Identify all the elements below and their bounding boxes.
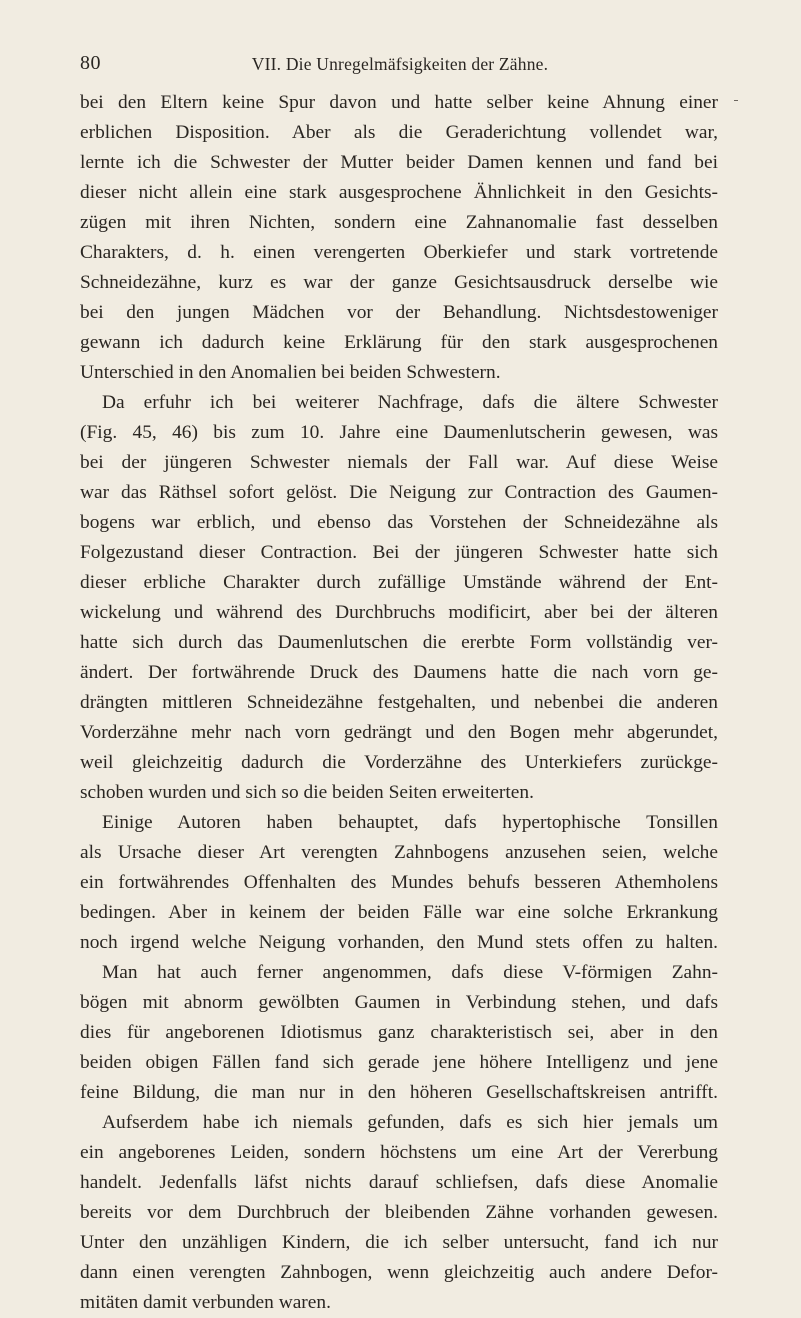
text-line: dieser erbliche Charakter durch zufällige Umstände während der Ent- [80,572,718,593]
text-line: Einige Autoren haben behauptet, dafs hypertophische Tonsillen [102,812,718,833]
text-line: ändert. Der fortwährende Druck des Daumens hatte die nach vorn ge- [80,662,718,683]
text-line: ein fortwährendes Offenhalten des Mundes behufs besseren Athemholens [80,872,718,893]
text-line: zügen mit ihren Nichten, sondern eine Zahnanomalie fast desselben [80,212,718,233]
text-line: Unter den unzähligen Kindern, die ich selber untersucht, fand ich nur [80,1232,718,1253]
text-line: weil gleichzeitig dadurch die Vorderzähne des Unterkiefers zurückge- [80,752,718,773]
text-line: bei der jüngeren Schwester niemals der Fall war. Auf diese Weise [80,452,718,473]
text-line: lernte ich die Schwester der Mutter beider Damen kennen und fand bei [80,152,718,173]
text-line: Schneidezähne, kurz es war der ganze Gesichtsausdruck derselbe wie [80,272,718,293]
text-line: bei den Eltern keine Spur davon und hatte selber keine Ahnung einer [80,92,718,113]
text-line: Folgezustand dieser Contraction. Bei der jüngeren Schwester hatte sich [80,542,718,563]
text-line: bögen mit abnorm gewölbten Gaumen in Verbindung stehen, und dafs [80,992,718,1013]
text-line: Da erfuhr ich bei weiterer Nachfrage, dafs die ältere Schwester [102,392,718,413]
text-line: dieser nicht allein eine stark ausgesprochene Ähnlichkeit in den Gesichts- [80,182,718,203]
text-line: wickelung und während des Durchbruchs modificirt, aber bei der älteren [80,602,718,623]
body-text [80,88,718,1318]
text-line: schoben wurden und sich so die beiden Seiten erweiterten. [80,782,534,803]
text-line: noch irgend welche Neigung vorhanden, den Mund stets offen zu halten. [80,932,718,953]
text-line: erblichen Disposition. Aber als die Geraderichtung vollendet war, [80,122,718,143]
text-line: drängten mittleren Schneidezähne festgehalten, und nebenbei die anderen [80,692,718,713]
text-line: beiden obigen Fällen fand sich gerade jene höhere Intelligenz und jene [80,1052,718,1073]
text-line: ein angeborenes Leiden, sondern höchstens um eine Art der Vererbung [80,1142,718,1163]
text-line: hatte sich durch das Daumenlutschen die ererbte Form vollständig ver- [80,632,718,653]
text-line: bogens war erblich, und ebenso das Vorstehen der Schneidezähne als [80,512,718,533]
text-line: war das Räthsel sofort gelöst. Die Neigung zur Contraction des Gaumen- [80,482,718,503]
text-line: (Fig. 45, 46) bis zum 10. Jahre eine Daumenlutscherin gewesen, was [80,422,718,443]
text-line: bereits vor dem Durchbruch der bleibenden Zähne vorhanden gewesen. [80,1202,718,1223]
text-line: Man hat auch ferner angenommen, dafs diese V-förmigen Zahn- [102,962,718,983]
running-head: VII. Die Unregelmäfsigkeiten der Zähne. [251,54,549,74]
text-line: bedingen. Aber in keinem der beiden Fälle war eine solche Erkrankung [80,902,718,923]
margin-mark [734,100,738,101]
text-line: dies für angeborenen Idiotismus ganz charakteristisch sei, aber in den [80,1022,718,1043]
text-line: gewann ich dadurch keine Erklärung für den stark ausgesprochenen [80,332,718,353]
page-number: 80 [80,52,101,74]
page-header [80,52,720,82]
text-line: Vorderzähne mehr nach vorn gedrängt und den Bogen mehr abgerundet, [80,722,718,743]
text-line: bei den jungen Mädchen vor der Behandlung. Nichtsdestoweniger [80,302,718,323]
text-line: handelt. Jedenfalls läfst nichts darauf schliefsen, dafs diese Anomalie [80,1172,718,1193]
text-line: mitäten damit verbunden waren. [80,1292,331,1313]
text-line: als Ursache dieser Art verengten Zahnbogens anzusehen seien, welche [80,842,718,863]
text-line: Unterschied in den Anomalien bei beiden Schwestern. [80,362,501,383]
text-line: Aufserdem habe ich niemals gefunden, dafs es sich hier jemals um [102,1112,718,1133]
text-line: feine Bildung, die man nur in den höheren Gesellschaftskreisen antrifft. [80,1082,718,1103]
text-line: dann einen verengten Zahnbogen, wenn gleichzeitig auch andere Defor- [80,1262,718,1283]
text-line: Charakters, d. h. einen verengerten Oberkiefer und stark vortretende [80,242,718,263]
